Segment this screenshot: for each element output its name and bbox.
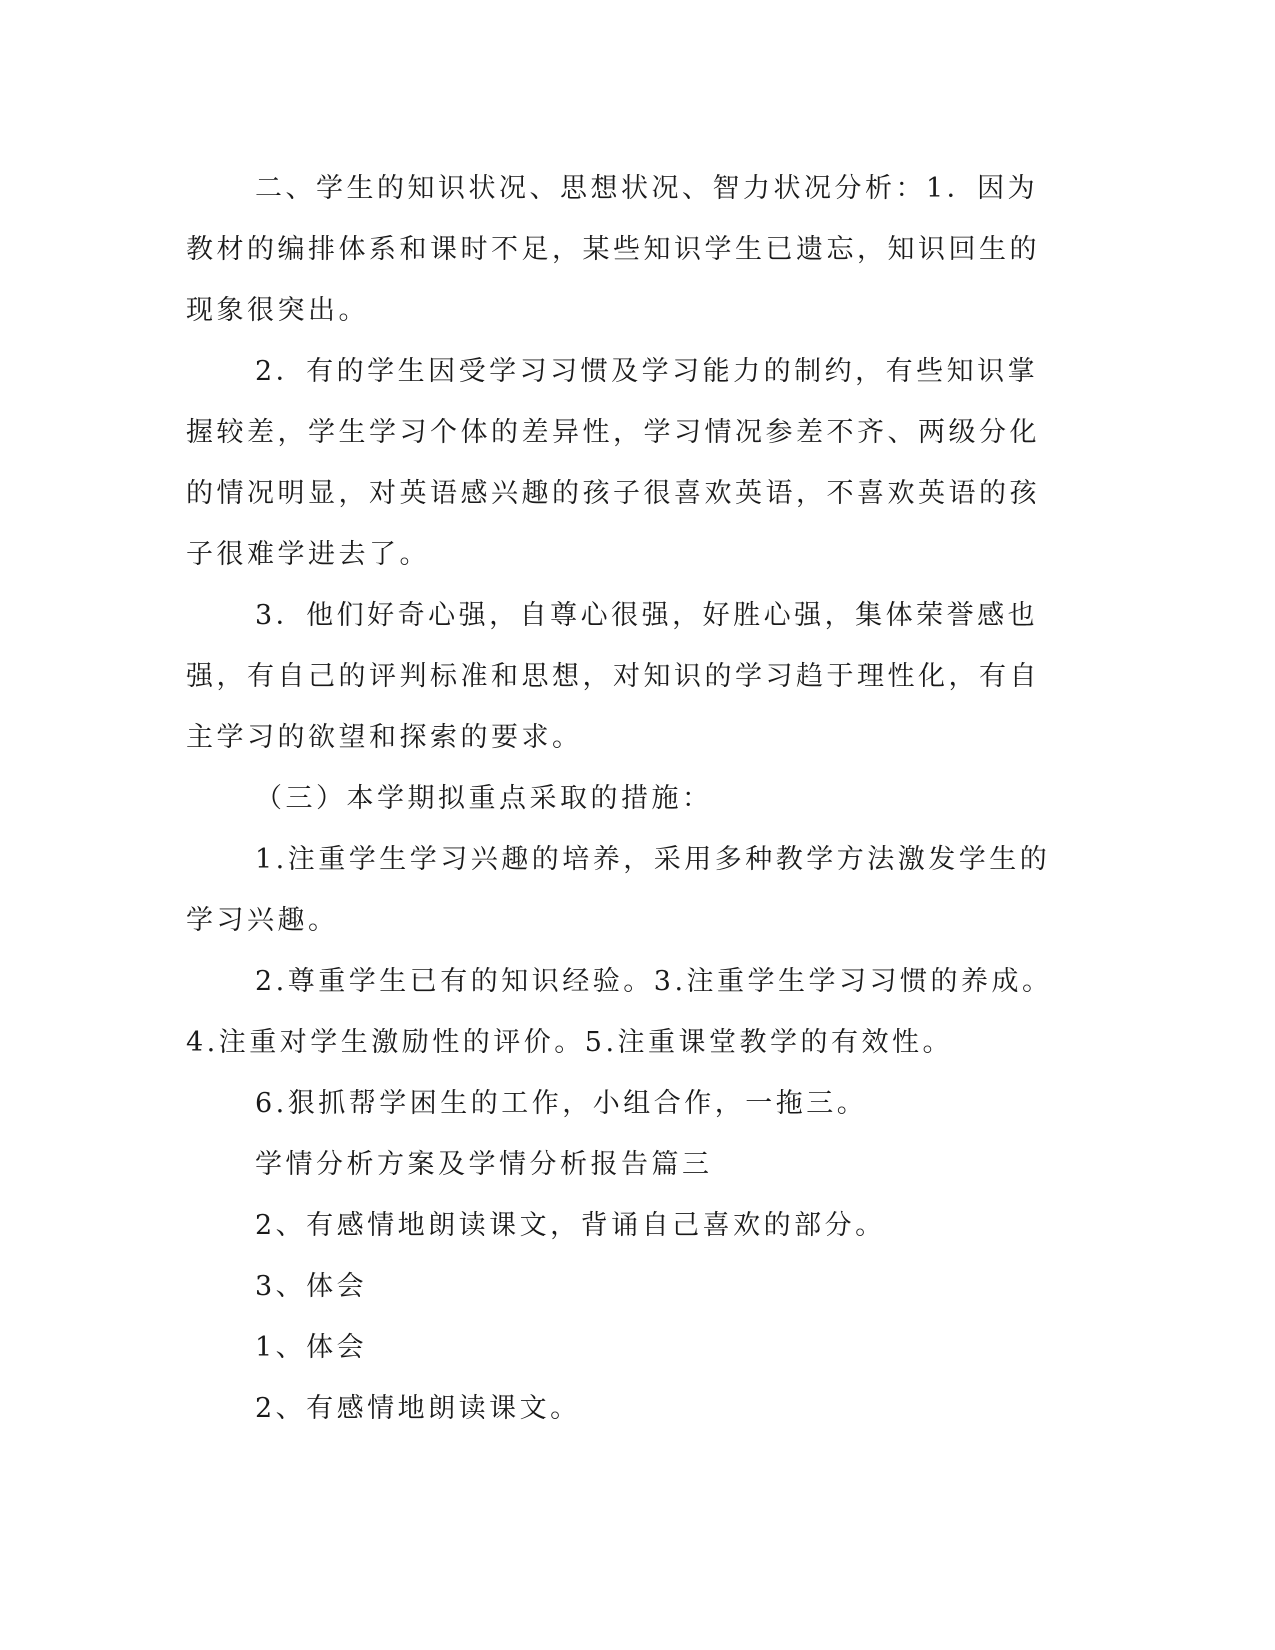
list-item-read-aloud: 2、有感情地朗读课文。 xyxy=(255,1393,581,1424)
list-item-understand-3: 3、体会 xyxy=(255,1271,368,1302)
list-item-read-recite: 2、有感情地朗读课文，背诵自己喜欢的部分。 xyxy=(255,1210,886,1241)
paragraph-measure-1: 1.注重学生学习兴趣的培养，采用多种教学方法激发学生的学习兴趣。 xyxy=(186,844,1051,936)
paragraph-measures-2-5: 2.尊重学生已有的知识经验。3.注重学生学习习惯的养成。4.注重对学生激励性的评价。5.注重课堂教学的有效性。 xyxy=(186,966,1053,1058)
section-heading-measures: （三）本学期拟重点采取的措施： xyxy=(255,783,713,814)
paragraph-measure-6: 6.狠抓帮学困生的工作，小组合作，一拖三。 xyxy=(255,1088,868,1119)
paragraph-item-3: 3．他们好奇心强，自尊心很强，好胜心强，集体荣誉感也强，有自己的评判标准和思想，对知识的学习趋于理性化，有自主学习的欲望和探索的要求。 xyxy=(186,600,1040,753)
paragraph-item-2: 2．有的学生因受学习习惯及学习能力的制约，有些知识掌握较差，学生学习个体的差异性，学习情况参差不齐、两级分化的情况明显，对英语感兴趣的孩子很喜欢英语，不喜欢英语的孩子很难学进去了。 xyxy=(186,356,1040,570)
paragraph-student-analysis: 二、学生的知识状况、思想状况、智力状况分析：1．因为教材的编排体系和课时不足，某些知识学生已遗忘，知识回生的现象很突出。 xyxy=(186,173,1040,326)
list-item-understand-1: 1、体会 xyxy=(255,1332,368,1363)
section-title-part-three: 学情分析方案及学情分析报告篇三 xyxy=(255,1149,713,1180)
document-body xyxy=(186,158,1066,1439)
